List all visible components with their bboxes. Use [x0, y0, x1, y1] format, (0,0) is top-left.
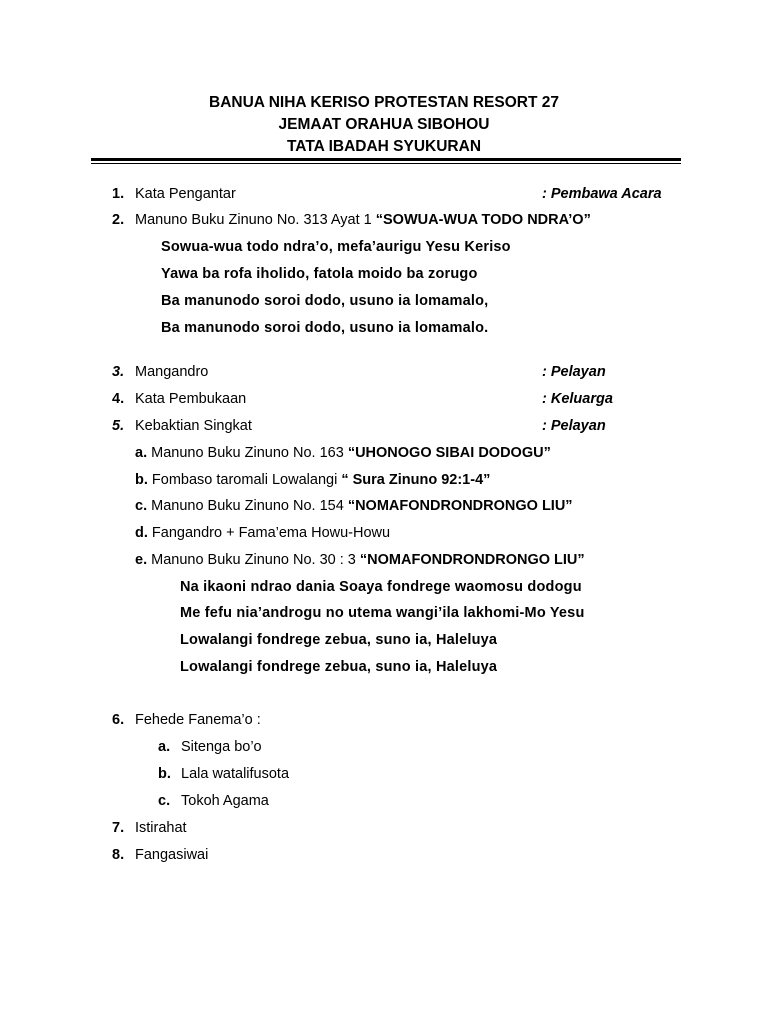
sub-text: Lala watalifusota — [181, 766, 290, 782]
item-label: Kata Pengantar — [135, 186, 236, 202]
sub-item-a — [135, 445, 551, 461]
lyric-line: Ba manunodo soroi dodo, usuno ia lomamalo. — [161, 320, 489, 336]
item-number: 3. — [112, 364, 125, 380]
item-number: 5. — [112, 418, 125, 434]
sub-letter: c. — [135, 498, 148, 514]
sub-letter: d. — [135, 525, 148, 541]
item-number: 1. — [112, 186, 125, 202]
lyric-line: Me fefu nia’androgu no utema wangi’ila lakhomi-Mo Yesu — [180, 605, 585, 621]
sub-letter: a. — [135, 445, 148, 461]
lyric-line: Na ikaoni ndrao dania Soaya fondrege waomosu dodogu — [180, 579, 582, 595]
lyric-line: Sowua-wua todo ndra’o, mefa’aurigu Yesu Keriso — [161, 239, 511, 255]
sub-letter: e. — [135, 552, 148, 568]
sub-text: Fombaso taromali Lowalangi — [147, 472, 342, 488]
sub-item-a — [158, 739, 262, 755]
sub-item-b — [158, 766, 289, 782]
item-role: : Keluarga — [542, 391, 613, 407]
church-name: BANUA NIHA KERISO PROTESTAN RESORT 27 — [209, 94, 559, 111]
sub-title: “UHONOGO SIBAI DODOGU” — [347, 445, 551, 461]
sub-item-c — [135, 498, 573, 514]
item-role: : Pelayan — [542, 364, 606, 380]
item-number: 2. — [112, 212, 125, 228]
item-label: Fangasiwai — [135, 847, 209, 863]
item-number: 8. — [112, 847, 125, 863]
sub-item-d — [135, 525, 390, 541]
lyric-line: Yawa ba rofa iholido, fatola moido ba zorugo — [161, 266, 478, 282]
sub-item-c — [158, 793, 269, 809]
sub-letter: b. — [135, 472, 148, 488]
lyric-line: Lowalangi fondrege zebua, suno ia, Haleluya — [180, 659, 498, 675]
header-rule-thin — [91, 163, 681, 164]
sub-title: “NOMAFONDRONDRONGO LIU” — [347, 498, 573, 514]
item-number: 4. — [112, 391, 125, 407]
sub-text: Sitenga bo’o — [181, 739, 262, 755]
sub-letter: b. — [158, 766, 171, 782]
item-label: Kebaktian Singkat — [135, 418, 252, 434]
hymn-ref: Manuno Buku Zinuno No. 313 Ayat 1 — [135, 212, 376, 228]
lyric-line: Ba manunodo soroi dodo, usuno ia lomamalo, — [161, 293, 489, 309]
sub-letter: a. — [158, 739, 171, 755]
lyric-line: Lowalangi fondrege zebua, suno ia, Haleluya — [180, 632, 498, 648]
congregation-name: JEMAAT ORAHUA SIBOHOU — [278, 116, 490, 133]
sub-text: Manuno Buku Zinuno No. 163 — [147, 445, 348, 461]
item-label: Mangandro — [135, 364, 209, 380]
sub-text: Fangandro + Fama’ema Howu-Howu — [147, 525, 391, 541]
sub-item-e — [135, 552, 585, 568]
item-role: : Pembawa Acara — [542, 186, 662, 202]
item-number: 7. — [112, 820, 125, 836]
sub-text: Tokoh Agama — [181, 793, 269, 809]
header-rule-thick — [91, 158, 681, 161]
item-label: Istirahat — [135, 820, 187, 836]
item-label — [135, 212, 591, 228]
item-role: : Pelayan — [542, 418, 606, 434]
item-label: Fehede Fanema’o : — [135, 712, 261, 728]
item-number: 6. — [112, 712, 125, 728]
sub-title: “NOMAFONDRONDRONGO LIU” — [359, 552, 585, 568]
document-title: TATA IBADAH SYUKURAN — [286, 138, 482, 155]
sub-letter: c. — [158, 793, 171, 809]
sub-item-b — [135, 472, 490, 488]
sub-text: Manuno Buku Zinuno No. 154 — [147, 498, 348, 514]
sub-text: Manuno Buku Zinuno No. 30 : 3 — [147, 552, 360, 568]
item-label: Kata Pembukaan — [135, 391, 247, 407]
hymn-title: “SOWUA-WUA TODO NDRA’O” — [375, 212, 591, 228]
sub-title: “ Sura Zinuno 92:1-4” — [341, 472, 491, 488]
